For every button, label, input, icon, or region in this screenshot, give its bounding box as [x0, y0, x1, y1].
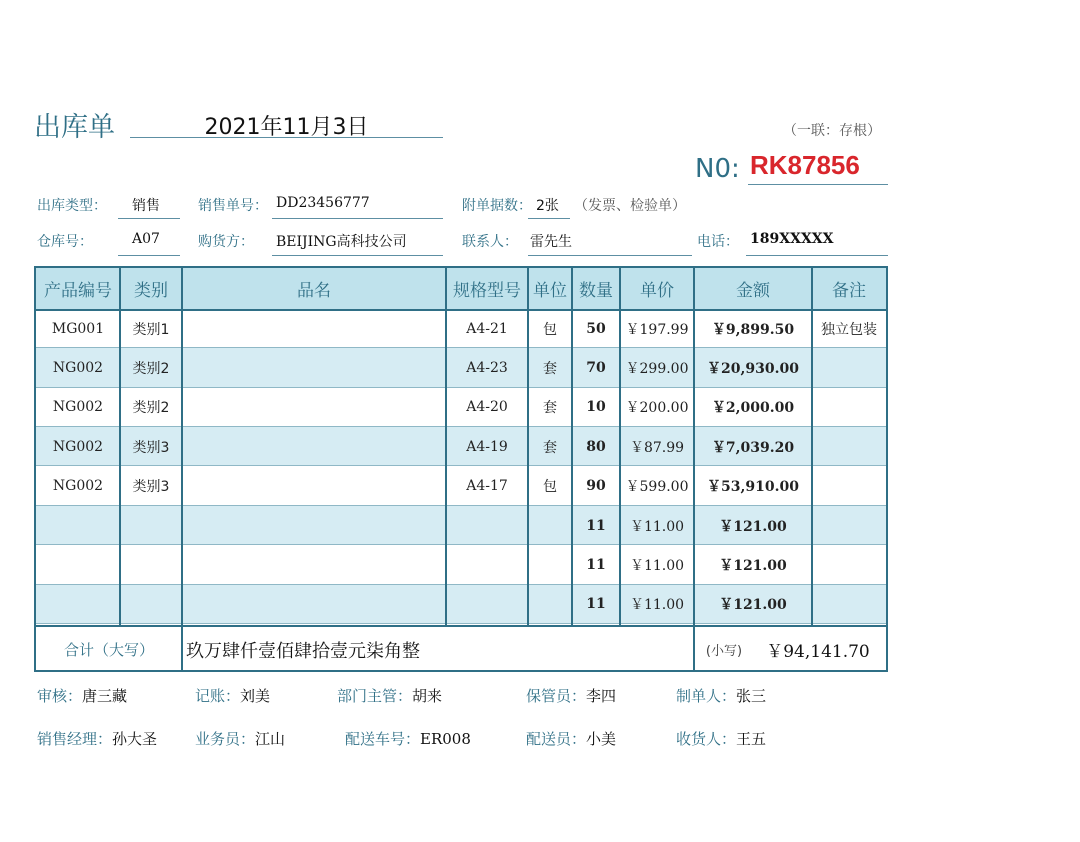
category-cell	[120, 585, 182, 624]
remark-cell	[812, 467, 886, 506]
amount-cell: ￥20,930.00	[707, 360, 799, 377]
amount-cell: ￥121.00	[719, 597, 787, 614]
spec-model-cell: A4-23	[466, 359, 508, 376]
attachment-count-value: 2张	[536, 198, 559, 214]
unit-cell	[528, 585, 572, 624]
product-name-cell	[182, 467, 446, 506]
remark-cell	[812, 348, 886, 387]
header-spec: 规格型号	[453, 281, 521, 301]
order-number-label: 销售单号：	[198, 198, 268, 214]
spec-model-cell: A4-21	[466, 320, 508, 337]
product-name-cell	[182, 585, 446, 624]
quantity-cell: 10	[586, 399, 606, 416]
unit-price-cell: ￥599.00	[625, 479, 689, 496]
unit-cell: 包	[543, 321, 557, 338]
document-date: 2021年11月3日	[204, 115, 369, 140]
category-cell	[120, 506, 182, 545]
sales-manager-label: 销售经理：	[37, 730, 113, 748]
amount-cell: ￥53,910.00	[707, 479, 799, 496]
table-row	[36, 348, 886, 387]
product-name-cell	[182, 506, 446, 545]
table-row	[36, 545, 886, 584]
attachment-note: （发票、检验单）	[574, 198, 686, 214]
phone-label: 电话：	[697, 234, 739, 250]
product-name-cell	[182, 427, 446, 466]
courier-value: 小美	[586, 730, 617, 748]
warehouse-label: 仓库号：	[37, 234, 93, 250]
quantity-cell: 11	[586, 556, 606, 573]
quantity-cell: 50	[586, 320, 606, 337]
vehicle-field	[345, 728, 471, 749]
header-code: 产品编号	[44, 281, 112, 301]
unit-price-cell: ￥299.00	[625, 360, 689, 377]
warehouse-value: A07	[132, 231, 160, 247]
doc-number-label: N0:	[695, 154, 740, 184]
remark-cell	[812, 388, 886, 427]
product-name-cell	[182, 348, 446, 387]
unit-cell: 套	[543, 400, 557, 417]
amount-cell: ￥121.00	[719, 518, 787, 535]
keeper-label: 保管员：	[526, 687, 587, 705]
header-amount: 金额	[736, 281, 770, 301]
total-row	[36, 625, 886, 672]
maker-field	[676, 685, 766, 706]
unit-cell	[528, 506, 572, 545]
vehicle-value: ER008	[420, 730, 471, 748]
bookkeeper-value: 刘美	[240, 687, 271, 705]
order-number-underline	[272, 218, 443, 219]
warehouse-underline	[118, 255, 180, 256]
category-cell: 类别2	[132, 360, 170, 377]
maker-label: 制单人：	[676, 687, 737, 705]
grid-line	[811, 268, 813, 625]
remark-cell: 独立包装	[821, 321, 877, 338]
grid-line	[619, 268, 621, 625]
dept-head-field	[337, 685, 442, 706]
courier-field	[526, 728, 616, 749]
quantity-cell: 80	[586, 438, 606, 455]
dept-head-label: 部门主管：	[337, 687, 413, 705]
clerk-label: 业务员：	[195, 730, 256, 748]
spec-model-cell: A4-20	[466, 399, 508, 416]
order-number-value: DD23456777	[276, 195, 370, 211]
reviewer-field	[37, 685, 127, 706]
vehicle-label: 配送车号：	[345, 730, 421, 748]
product-name-cell	[182, 388, 446, 427]
total-small-label: (小写)	[705, 644, 743, 659]
reviewer-label: 审核：	[37, 687, 83, 705]
doc-number-value: RK87856	[750, 150, 860, 180]
category-cell	[120, 545, 182, 584]
amount-cell: ￥7,039.20	[711, 439, 795, 456]
copy-note: （一联：存根）	[783, 123, 881, 139]
courier-label: 配送员：	[526, 730, 587, 748]
sales-manager-field	[37, 728, 157, 749]
amount-cell: ￥121.00	[719, 557, 787, 574]
receiver-label: 收货人：	[676, 730, 737, 748]
date-underline	[130, 137, 443, 138]
keeper-value: 李四	[586, 687, 617, 705]
header-name: 品名	[297, 281, 331, 301]
contact-underline	[528, 255, 692, 256]
table-row	[36, 506, 886, 545]
maker-value: 张三	[736, 687, 767, 705]
sales-manager-value: 孙大圣	[112, 730, 158, 748]
unit-cell	[528, 545, 572, 584]
clerk-value: 江山	[255, 730, 286, 748]
remark-cell	[812, 427, 886, 466]
receiver-value: 王五	[736, 730, 767, 748]
product-code-cell: NG002	[52, 438, 104, 455]
grid-line	[445, 268, 447, 625]
header-remark: 备注	[832, 281, 866, 301]
product-code-cell	[36, 585, 120, 624]
amount-cell: ￥2,000.00	[711, 400, 795, 417]
grid-line	[693, 268, 695, 672]
spec-model-cell	[446, 506, 528, 545]
grid-line	[119, 268, 121, 625]
page-title: 出库单	[34, 112, 115, 143]
product-code-cell: NG002	[52, 359, 104, 376]
unit-cell: 包	[543, 479, 557, 496]
spec-model-cell: A4-19	[466, 438, 508, 455]
outbound-type-underline	[118, 218, 180, 219]
grid-line	[527, 268, 529, 625]
spec-model-cell	[446, 585, 528, 624]
table-row	[36, 427, 886, 466]
buyer-underline	[272, 255, 443, 256]
remark-cell	[812, 585, 886, 624]
table-row	[36, 585, 886, 624]
unit-price-cell: ￥87.99	[629, 439, 685, 456]
quantity-cell: 90	[586, 478, 606, 495]
attachment-count-label: 附单据数：	[462, 198, 532, 214]
table-header	[36, 268, 886, 311]
category-cell: 类别2	[132, 400, 170, 417]
category-cell: 类别3	[132, 479, 170, 496]
grid-line	[571, 268, 573, 625]
amount-cell: ￥9,899.50	[711, 321, 795, 338]
header-quantity: 数量	[579, 281, 613, 301]
product-code-cell: NG002	[52, 478, 104, 495]
doc-number-underline	[748, 184, 888, 185]
quantity-cell: 11	[586, 517, 606, 534]
unit-price-cell: ￥200.00	[625, 400, 689, 417]
remark-cell	[812, 545, 886, 584]
total-small-value: ￥94,141.70	[766, 642, 870, 662]
contact-value: 雷先生	[530, 234, 572, 250]
total-upper-label: 合计（大写）	[63, 641, 154, 659]
items-table	[34, 266, 888, 672]
receiver-field	[676, 728, 766, 749]
unit-price-cell: ￥11.00	[629, 597, 685, 614]
product-code-cell: MG001	[51, 320, 105, 337]
buyer-label: 购货方：	[198, 234, 254, 250]
category-cell: 类别3	[132, 439, 170, 456]
grid-line	[181, 268, 183, 672]
unit-price-cell: ￥11.00	[629, 518, 685, 535]
unit-price-cell: ￥197.99	[625, 321, 689, 338]
unit-price-cell: ￥11.00	[629, 557, 685, 574]
clerk-field	[195, 728, 285, 749]
phone-value: 189XXXXX	[750, 231, 834, 247]
table-row	[36, 467, 886, 506]
bookkeeper-field	[195, 685, 270, 706]
product-code-cell: NG002	[52, 399, 104, 416]
phone-underline	[746, 255, 888, 256]
dept-head-value: 胡来	[412, 687, 443, 705]
quantity-cell: 70	[586, 359, 606, 376]
header-price: 单价	[640, 281, 674, 301]
table-row	[36, 309, 886, 348]
category-cell: 类别1	[132, 321, 170, 338]
buyer-value: BEIJING高科技公司	[276, 234, 407, 250]
bookkeeper-label: 记账：	[195, 687, 241, 705]
product-code-cell	[36, 506, 120, 545]
keeper-field	[526, 685, 616, 706]
unit-cell: 套	[543, 439, 557, 456]
total-upper-value: 玖万肆仟壹佰肆拾壹元柒角整	[186, 640, 420, 662]
spec-model-cell: A4-17	[466, 478, 508, 495]
header-category: 类别	[134, 281, 168, 301]
outbound-type-label: 出库类型：	[37, 198, 107, 214]
outbound-type-value: 销售	[132, 198, 160, 214]
product-code-cell	[36, 545, 120, 584]
remark-cell	[812, 506, 886, 545]
quantity-cell: 11	[586, 596, 606, 613]
attachment-count-underline	[528, 218, 570, 219]
header-unit: 单位	[533, 281, 567, 301]
unit-cell: 套	[543, 360, 557, 377]
contact-label: 联系人：	[462, 234, 518, 250]
product-name-cell	[182, 545, 446, 584]
reviewer-value: 唐三藏	[82, 687, 128, 705]
product-name-cell	[182, 309, 446, 348]
table-row	[36, 388, 886, 427]
spec-model-cell	[446, 545, 528, 584]
